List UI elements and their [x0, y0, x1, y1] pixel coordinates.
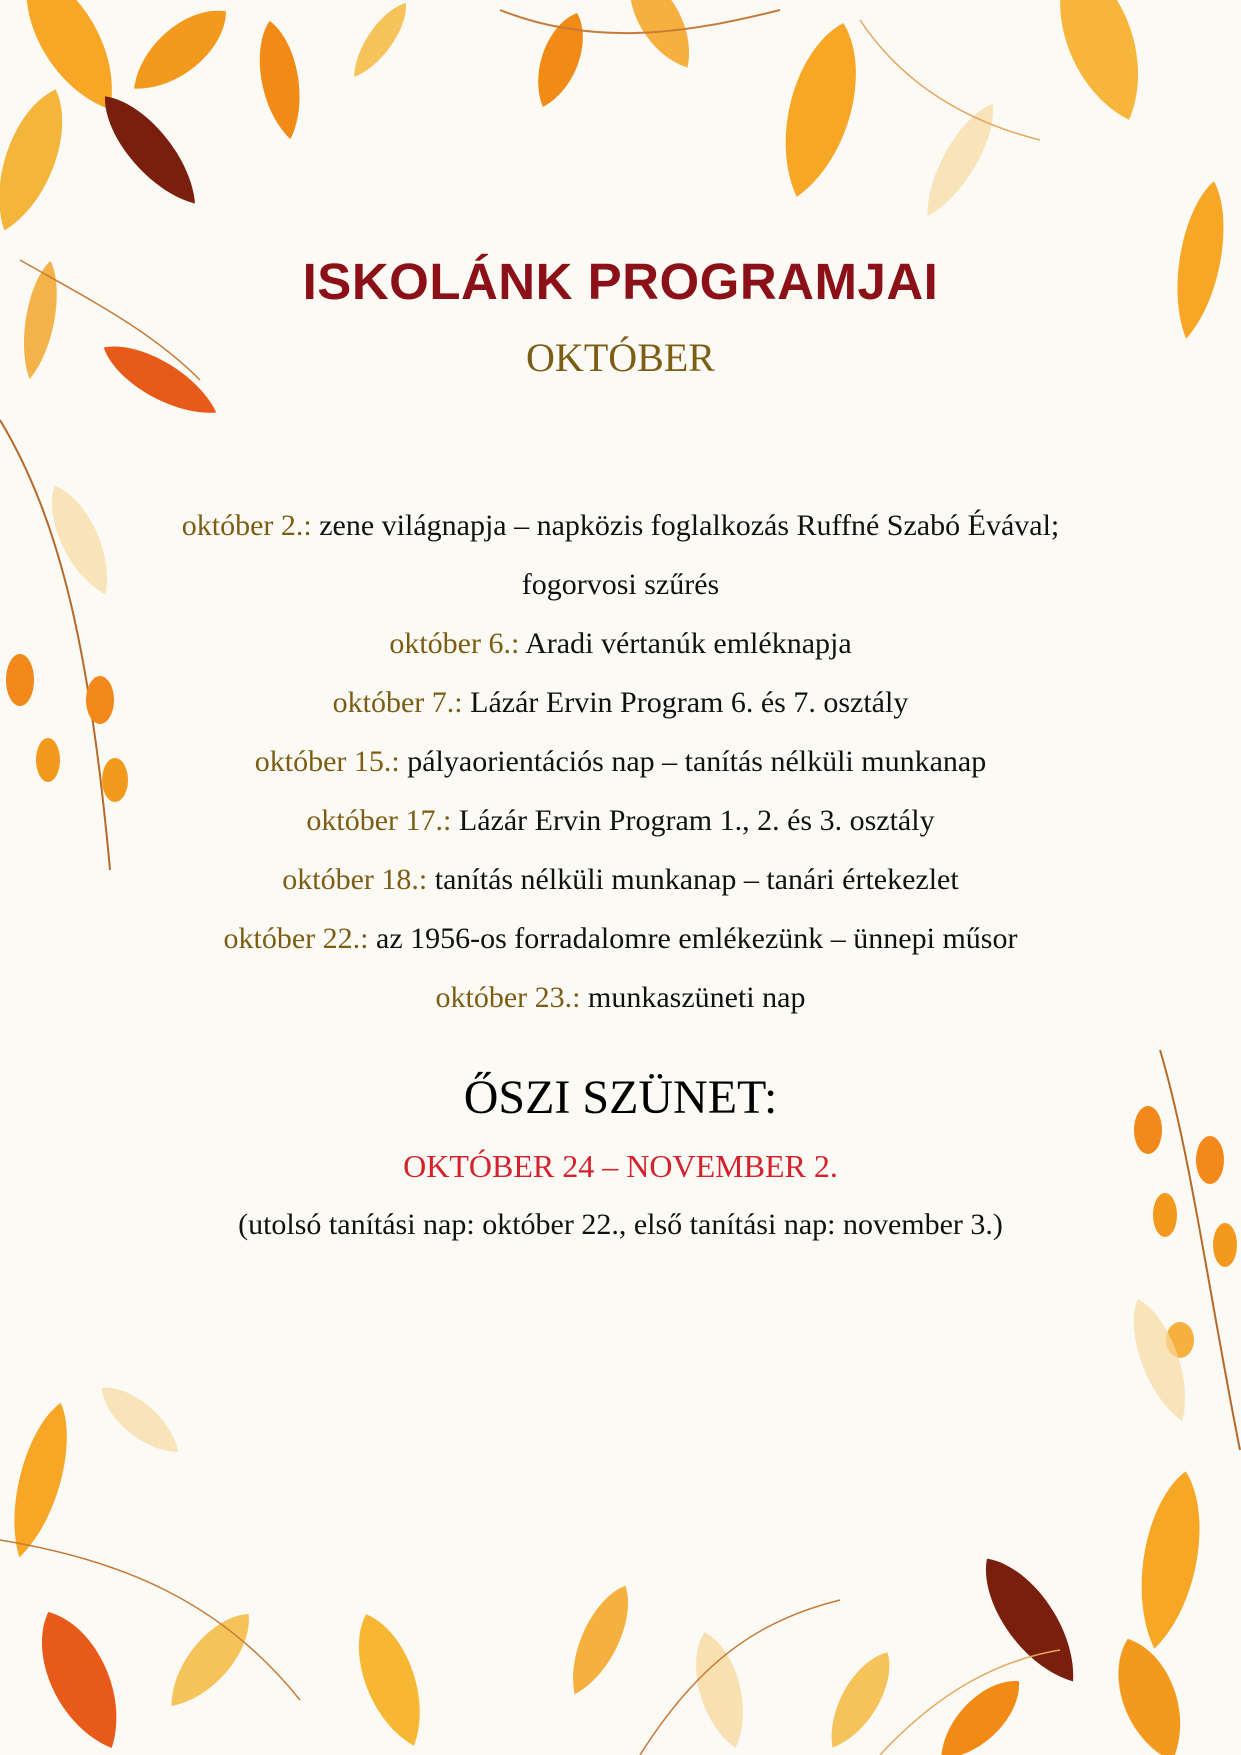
event-date: október 22.: [223, 922, 369, 955]
event-date: október 7.: [332, 686, 463, 719]
event-date: október 2.: [181, 509, 312, 542]
event-oct-15 [100, 732, 1141, 791]
event-date: október 18.: [282, 863, 428, 896]
event-text: tanítás nélküli munkanap – tanári értekezlet [427, 863, 959, 896]
event-oct-7 [100, 673, 1141, 732]
autumn-break-note: (utolsó tanítási nap: október 22., első tanítási nap: november 3.) [238, 1208, 1003, 1241]
autumn-break-dates: OKTÓBER 24 – NOVEMBER 2. [403, 1148, 838, 1184]
event-text: Aradi vértanúk emléknapja [519, 627, 852, 660]
event-text: zene világnapja – napközis foglalkozás Ruffné Szabó Évával; [311, 509, 1060, 542]
event-oct-2 [100, 496, 1141, 555]
event-oct-17 [100, 791, 1141, 850]
event-date: október 15.: [254, 745, 400, 778]
event-text: az 1956-os forradalomre emlékezünk – ünnepi műsor [368, 922, 1018, 955]
event-oct-22 [100, 909, 1141, 968]
event-text: fogorvosi szűrés [521, 568, 720, 601]
event-oct-6 [100, 614, 1141, 673]
event-oct-23 [100, 968, 1141, 1027]
event-date: október 6.: [389, 627, 520, 660]
event-text: pályaorientációs nap – tanítás nélküli munkanap [399, 745, 987, 778]
month-heading: OKTÓBER [526, 335, 715, 380]
event-oct-18 [100, 850, 1141, 909]
event-text: munkaszüneti nap [580, 981, 806, 1014]
autumn-break-title: ŐSZI SZÜNET: [463, 1071, 778, 1124]
event-text: Lázár Ervin Program 6. és 7. osztály [462, 686, 909, 719]
event-oct-2-continued [100, 555, 1141, 614]
event-text: Lázár Ervin Program 1., 2. és 3. osztály [451, 804, 935, 837]
page-title: ISKOLÁNK PROGRAMJAI [302, 253, 939, 310]
event-date: október 17.: [306, 804, 452, 837]
event-date: október 23.: [435, 981, 581, 1014]
events-list [100, 496, 1141, 1027]
